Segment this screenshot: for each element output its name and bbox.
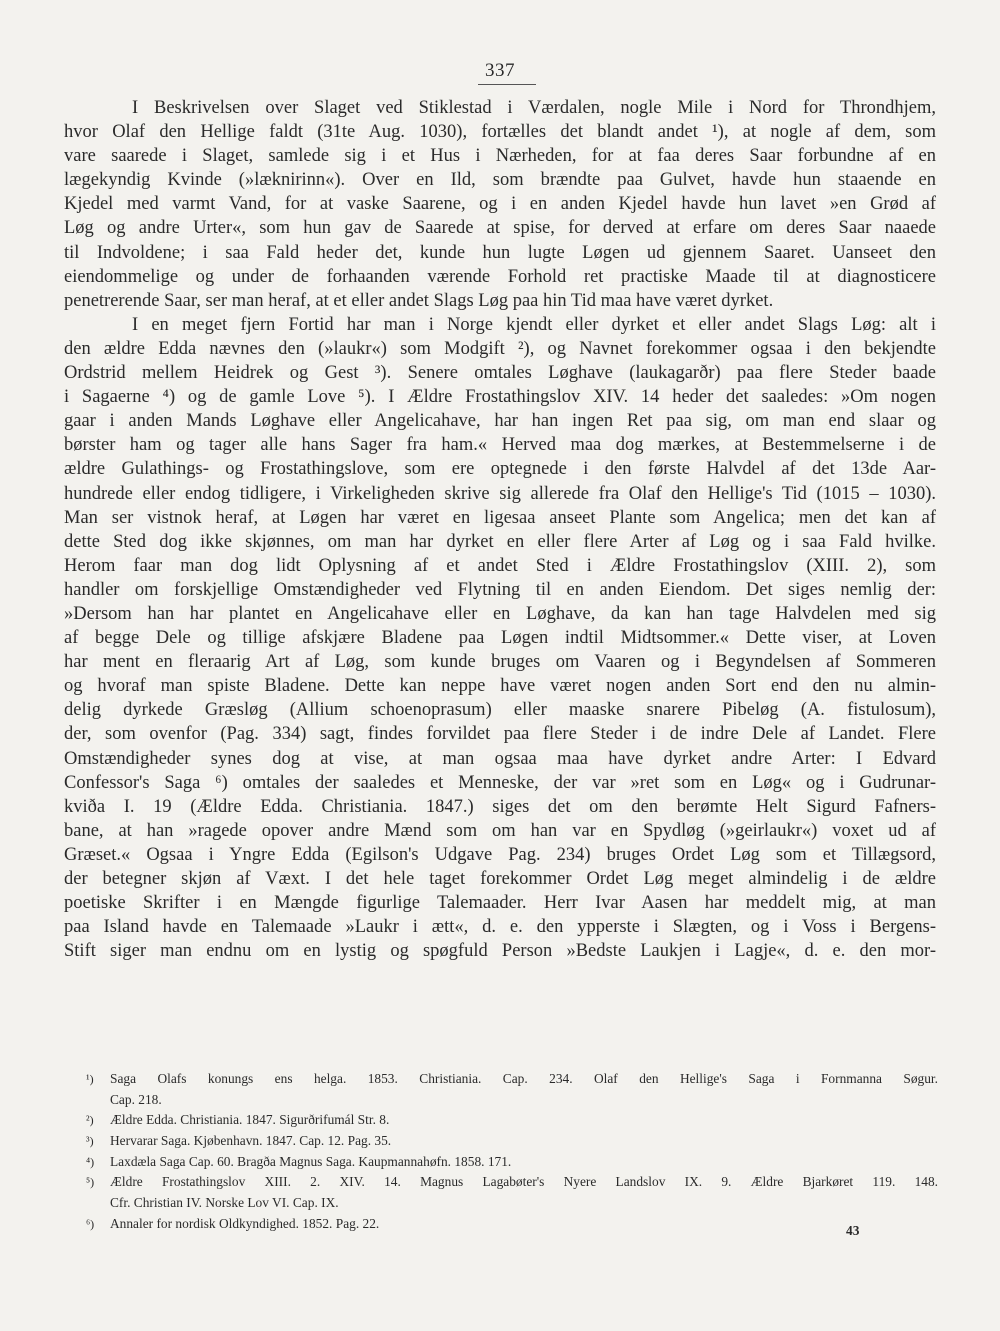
footnote-text: Cfr. Christian IV. Norske Lov VI. Cap. IX. — [110, 1195, 339, 1211]
text-line: paa Island havde en Talemaade »Laukr i ætt«, d. e. den ypperste i Slægten, og i Voss i Bergens- — [64, 917, 936, 938]
text-line: hundrede eller endog tidligere, i Virkeligheden skrive sig allerede fra Olaf den Hellige's Tid (1015 – 1030). — [64, 483, 936, 504]
text-line: Confessor's Saga ⁶) omtales der saaledes et Menneske, der var »ret som en Løg« og i Gudrunar- — [64, 772, 936, 793]
footnote-5-continuation — [86, 1193, 938, 1214]
footnote-2 — [86, 1110, 938, 1131]
footnote-4 — [86, 1152, 938, 1173]
text-line: delig dyrkede Græsløg (Allium schoenoprasum) eller maaske snarere Pibeløg (A. fistulosum), — [64, 700, 936, 721]
footnote-6 — [86, 1214, 938, 1235]
footnotes — [86, 1069, 938, 1235]
text-line: den ældre Edda nævnes den (»laukr«) som Modgift ²), og Navnet forekommer ogsaa i den bekjendte — [64, 338, 936, 359]
footnote-text: Ældre Edda. Christiania. 1847. Sigurðrifumál Str. 8. — [110, 1112, 390, 1128]
text-line: Stift siger man endnu om en lystig og spøgfuld Person »Bedste Laukjen i Lagje«, d. e. den mor- — [64, 941, 936, 962]
footnote-1-continuation — [86, 1090, 938, 1111]
text-line: penetrerende Saar, ser man heraf, at et eller andet Slags Løg paa hin Tid maa have været dyrket. — [64, 290, 774, 311]
footnote-3 — [86, 1131, 938, 1152]
footnote-text: Saga Olafs konungs ens helga. 1853. Christiania. Cap. 234. Olaf den Hellige's Saga i Fornmanna Søgur. — [110, 1071, 938, 1086]
footnote-mark: ¹) — [86, 1072, 94, 1086]
text-line: dette Sted dog ikke skjønnes, om man har dyrket en eller flere Arter af Løg og i saa Fald hvilke. — [64, 531, 936, 552]
text-line: »Dersom han har plantet en Angelicahave eller en Løghave, da kan han tage Halvdelen med sig — [64, 603, 936, 624]
text-line: lægekyndig Kvinde (»læknirinn«). Over en Ild, som brændte paa Gulvet, havde hun staaende en — [64, 170, 936, 191]
text-line: bane, at han »ragede opover andre Mænd som om han var en Spydløg (»geirlaukr«) voxet ud af — [64, 820, 936, 841]
text-line: har ment en fleraarig Art af Løg, som kunde bruges om Vaaren og i Begyndelsen af Sommeren — [64, 652, 936, 673]
footnote-mark: ²) — [86, 1113, 94, 1128]
text-line: der, som ovenfor (Pag. 334) sagt, findes forvildet paa flere Steder i de indre Dele af Landet. Flere — [64, 724, 936, 745]
text-line: handler om forskjellige Omstændigheder ved Flytning til en anden Eiendom. Det siges nemlig der: — [64, 579, 936, 600]
footnote-mark: ⁴) — [86, 1154, 95, 1169]
text-line: Omstændigheder synes dog at vise, at man ogsaa maa have dyrket andre Arter: I Edvard — [64, 748, 936, 769]
text-line: Man ser vistnok heraf, at Løgen har været en ligesaa anseet Plante som Angelica; men det kan af — [64, 507, 936, 528]
text-line: og hvoraf man spiste Bladene. Dette kan neppe have været nogen anden Sort end den nu almin- — [64, 676, 936, 697]
page-number-rule — [478, 84, 536, 85]
text-line: I Beskrivelsen over Slaget ved Stiklestad i Værdalen, nogle Mile i Nord for Throndhjem, — [132, 98, 936, 118]
text-line: børster ham og tager alle hans Sager fra ham.« Herved maa dog mærkes, at Bestemmelserne i de — [64, 435, 936, 456]
footnote-text: Laxdæla Saga Cap. 60. Bragða Magnus Saga. Kaupmannahøfn. 1858. 171. — [110, 1153, 512, 1169]
footnote-text: Hervarar Saga. Kjøbenhavn. 1847. Cap. 12. Pag. 35. — [110, 1133, 392, 1149]
footnote-mark: ³) — [86, 1134, 94, 1149]
footnote-mark: ⁶) — [86, 1216, 95, 1231]
footnote-text: Ældre Frostathingslov XIII. 2. XIV. 14. Magnus Lagabøter's Nyere Landslov IX. 9. Ældre Bjarkøret 119. 148. — [110, 1174, 938, 1190]
text-line: I en meget fjern Fortid har man i Norge kjendt eller dyrket et eller andet Slags Løg: alt i — [132, 314, 936, 335]
text-line: Ordstrid mellem Heidrek og Gest ³). Senere omtales Løghave (laukagarðr) paa flere Steder baade — [64, 363, 936, 384]
text-line: Herom faar man dog lidt Oplysning af et andet Sted i Ældre Frostathingslov (XIII. 2), som — [64, 555, 936, 576]
text-line: vare saarede i Slaget, samlede sig i et Hus i Nærheden, for at faa deres Saar forbundne af en — [64, 146, 936, 167]
signature-mark: 43 — [846, 1223, 860, 1238]
text-line: eiendommelige og under de forhaanden værende Forhold ret practiske Maade til at diagnosticere — [64, 266, 936, 287]
text-line: i Sagaerne ⁴) og de gamle Love ⁵). I Ældre Frostathingslov XIV. 14 heder det saaledes: »Om nogen — [64, 387, 936, 408]
footnote-1 — [86, 1069, 938, 1090]
footnote-text: Cap. 218. — [110, 1091, 162, 1107]
text-line: ældre Gulathings- og Frostathingslove, som ere optegnede i den første Halvdel af det 13de Aar- — [64, 459, 936, 480]
footnote-text: Annaler for nordisk Oldkyndighed. 1852. Pag. 22. — [110, 1215, 380, 1231]
page-number: 337 — [485, 60, 515, 81]
text-line: Græset.« Ogsaa i Yngre Edda (Egilson's Udgave Pag. 234) bruges Ordet Løg som et Tillægsord, — [64, 844, 936, 865]
text-line: til Indvoldene; i saa Fald heder det, kunde hun lugte Løgen ud gjennem Saaret. Uanseet den — [64, 242, 936, 263]
text-line: Løg og andre Urter«, som hun gav de Saarede at spise, for derved at erfare om deres Saar naaede — [64, 218, 936, 239]
text-line: gaar i anden Mands Løghave eller Angelicahave, har han ingen Ret paa sig, om man end slaar og — [64, 411, 936, 432]
text-line: kviða I. 19 (Ældre Edda. Christiania. 1847.) siges det om den berømte Helt Sigurd Fafners- — [64, 796, 936, 817]
text-line: af begge Dele og tillige afskjære Bladene paa Løgen indtil Midtsommer.« Dette viser, at Loven — [64, 628, 936, 649]
footnote-5 — [86, 1172, 938, 1193]
text-line: der betegner skjøn af Væxt. I det hele taget forekommer Ordet Løg meget almindelig i de ældre — [64, 869, 936, 889]
footnote-mark: ⁵) — [86, 1175, 95, 1190]
text-line: poetiske Skrifter i en Mængde figurlige Talemaader. Herr Ivar Aasen har meddelt mig, at man — [64, 893, 936, 914]
text-line: hvor Olaf den Hellige faldt (31te Aug. 1030), fortælles det blandt andet ¹), at nogle af dem, som — [64, 122, 936, 143]
text-line: Kjedel med varmt Vand, for at vaske Saarene, og i en anden Kjedel havde hun lavet »en Grød af — [64, 194, 936, 215]
body-text — [64, 96, 936, 963]
